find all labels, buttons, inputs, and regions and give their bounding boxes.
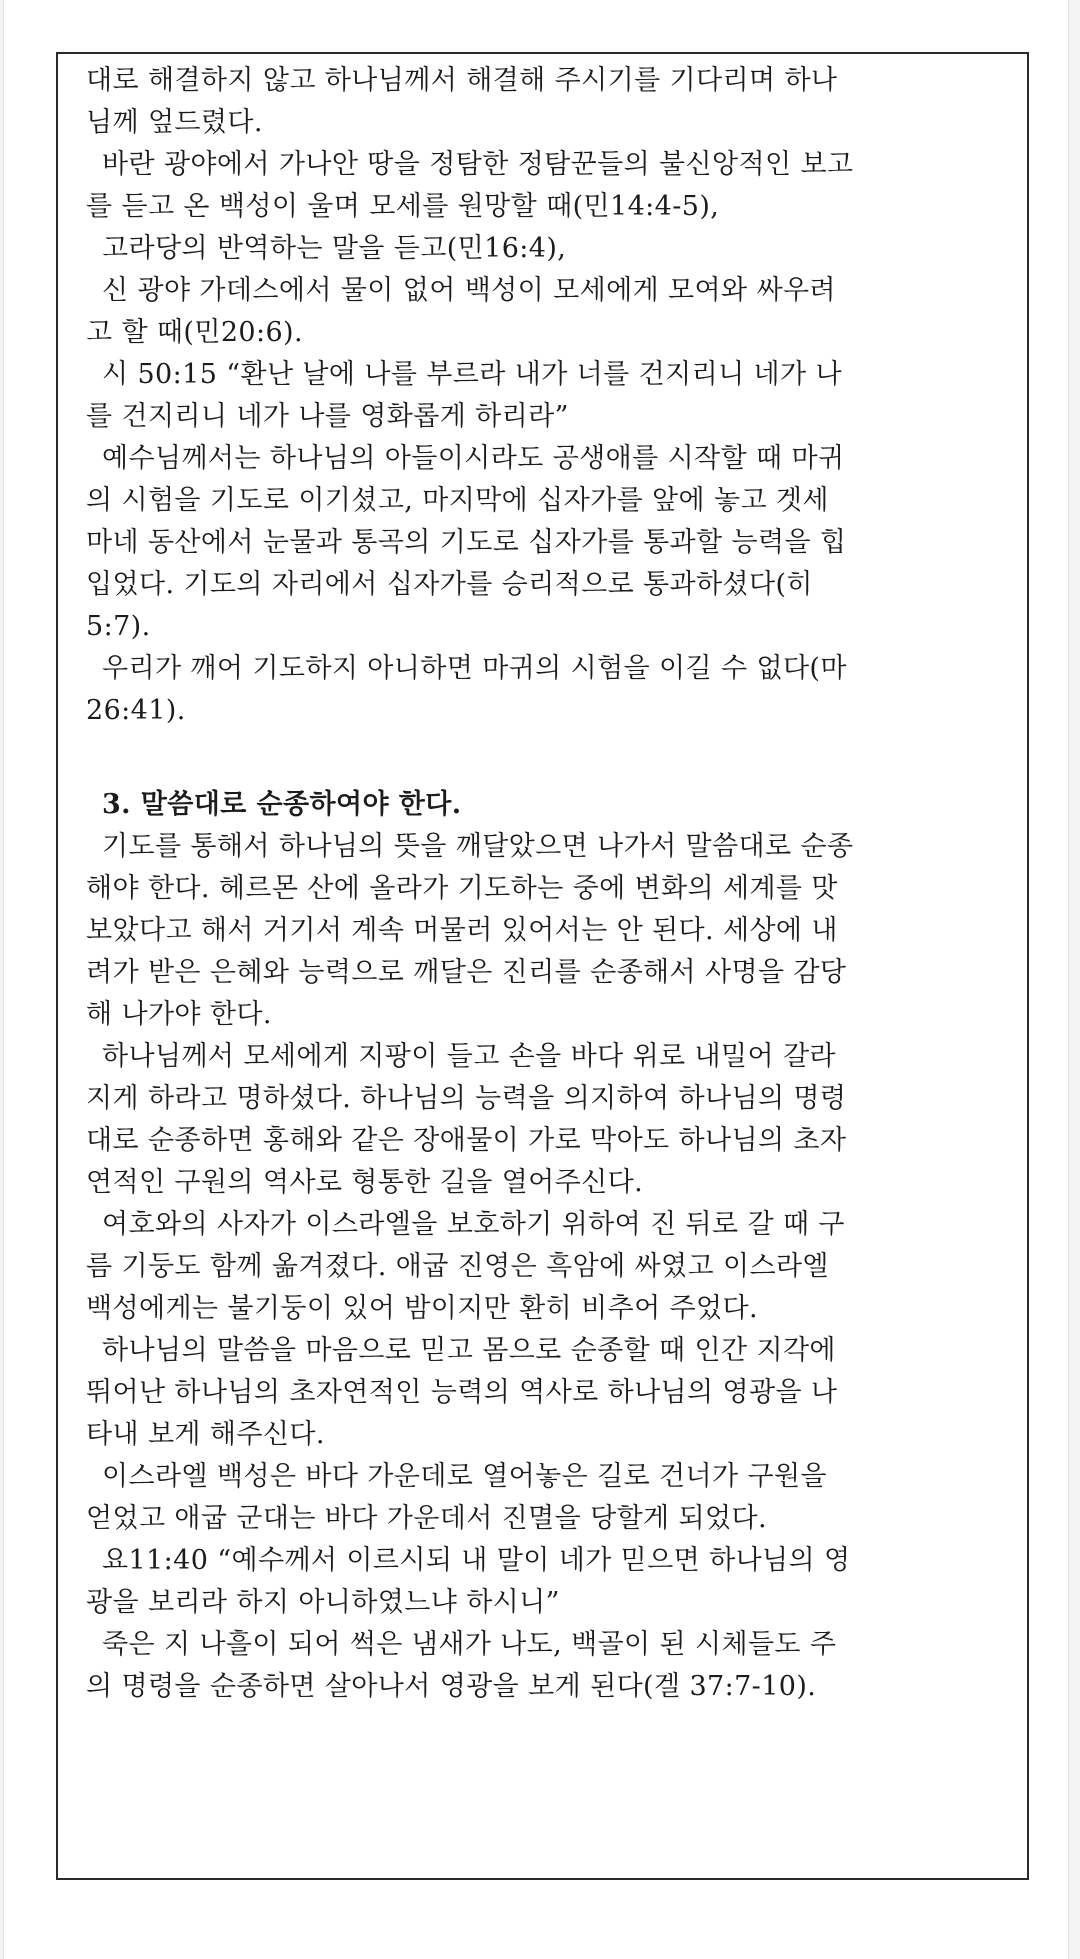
paragraph: 이스라엘 백성은 바다 가운데로 열어놓은 길로 건너가 구원을 얻었고 애굽 군대는 바다 가운데서 진멸을 당할게 되었다. xyxy=(86,1461,827,1534)
paragraph: 여호와의 사자가 이스라엘을 보호하기 위하여 진 뒤로 갈 때 구 름 기둥도 함께 옮겨졌다. 애굽 진영은 흑암에 싸였고 이스라엘 백성에게는 불기둥이 있어 밤이지만 환히 비추어 주었다. xyxy=(86,1209,845,1324)
document-page xyxy=(4,0,1068,1959)
document-body xyxy=(86,60,1006,1708)
paragraph: 시 50:15 “환난 날에 나를 부르라 내가 너를 건지리니 네가 나 를 건지리니 네가 나를 영화롭게 하리라” xyxy=(86,359,842,432)
paragraph: 우리가 깨어 기도하지 아니하면 마귀의 시험을 이길 수 없다(마 26:41). xyxy=(86,653,847,726)
paragraph: 기도를 통해서 하나님의 뜻을 깨달았으면 나가서 말씀대로 순종 해야 한다. 헤르몬 산에 올라가 기도하는 중에 변화의 세계를 맛 보았다고 해서 거기서 계속 머물러 있어서는 안 된다. 세상에 내 려가 받은 은혜와 능력으로 깨달은 진리를 순종해서 사명을 감당 해 나가야 한다. xyxy=(86,831,854,1030)
paragraph: 하나님의 말씀을 마음으로 믿고 몸으로 순종할 때 인간 지각에 뛰어난 하나님의 초자연적인 능력의 역사로 하나님의 영광을 나 타내 보게 해주신다. xyxy=(86,1335,838,1450)
section-heading: 3. 말씀대로 순종하여야 한다. xyxy=(102,789,462,820)
paragraph: 고라당의 반역하는 말을 듣고(민16:4), xyxy=(102,233,567,264)
paragraph: 요11:40 “예수께서 이르시되 내 말이 네가 믿으면 하나님의 영 광을 보리라 하지 아니하였느냐 하시니” xyxy=(86,1545,851,1618)
paragraph: 하나님께서 모세에게 지팡이 들고 손을 바다 위로 내밀어 갈라 지게 하라고 명하셨다. 하나님의 능력을 의지하여 하나님의 명령 대로 순종하면 홍해와 같은 장애물이 가로 막아도 하나님의 초자 연적인 구원의 역사로 형통한 길을 열어주신다. xyxy=(86,1041,847,1198)
paragraph: 예수님께서는 하나님의 아들이시라도 공생애를 시작할 때 마귀 의 시험을 기도로 이기셨고, 마지막에 십자가를 앞에 놓고 겟세 마네 동산에서 눈물과 통곡의 기도로 십자가를 통과할 능력을 힙 입었다. 기도의 자리에서 십자가를 승리적으로 통과하셨다(히 5:7). xyxy=(86,443,847,642)
paragraph: 대로 해결하지 않고 하나님께서 해결해 주시기를 기다리며 하나 님께 엎드렸다. xyxy=(86,65,838,138)
section-spacer xyxy=(86,732,1006,774)
paragraph: 죽은 지 나흘이 되어 썩은 냄새가 나도, 백골이 된 시체들도 주 의 명령을 순종하면 살아나서 영광을 보게 된다(겔 37:7-10). xyxy=(86,1629,837,1702)
paragraph: 바란 광야에서 가나안 땅을 정탐한 정탐꾼들의 불신앙적인 보고 를 듣고 온 백성이 울며 모세를 원망할 때(민14:4-5), xyxy=(86,149,854,222)
paragraph: 신 광야 가데스에서 물이 없어 백성이 모세에게 모여와 싸우려 고 할 때(민20:6). xyxy=(86,275,836,348)
